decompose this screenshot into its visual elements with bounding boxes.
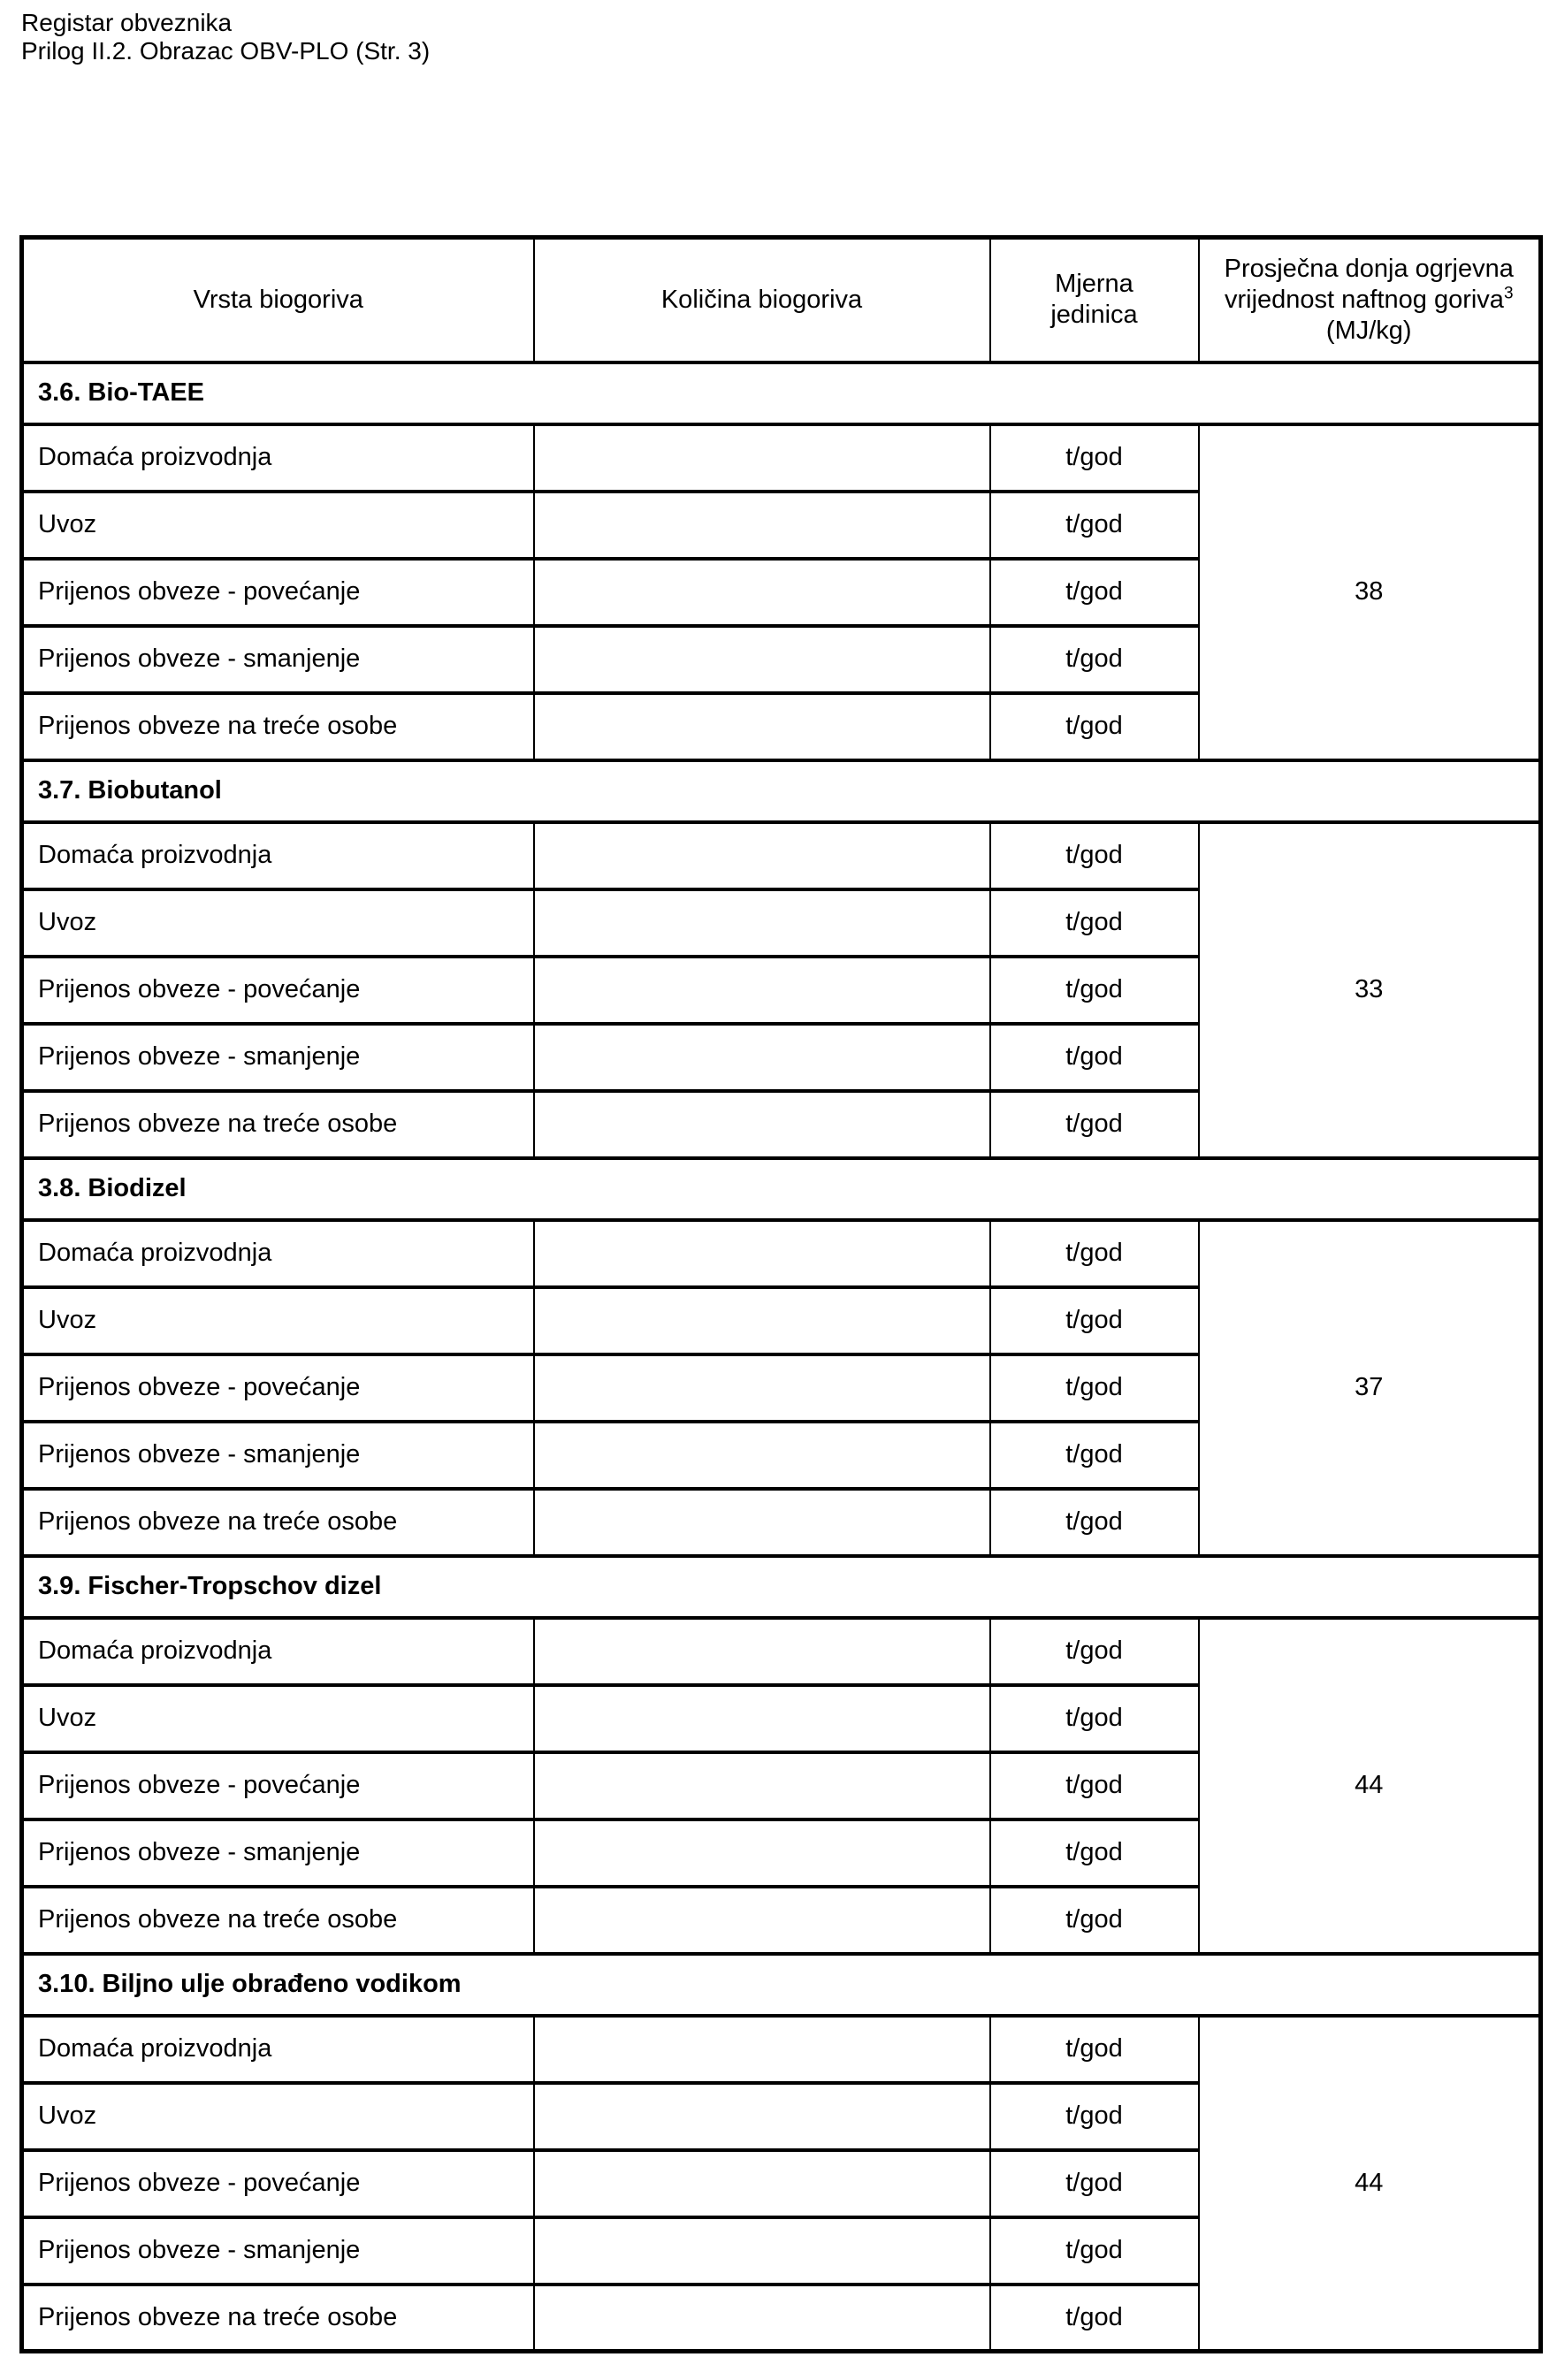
row-label-cell: Prijenos obveze - povećanje — [22, 559, 534, 626]
section-title: 3.7. Biobutanol — [22, 760, 1541, 822]
row-label-cell: Prijenos obveze na treće osobe — [22, 1489, 534, 1556]
unit-cell: t/god — [990, 1287, 1199, 1354]
quantity-cell — [534, 1887, 990, 1954]
column-header-ogrjevna-vrijednost: Prosječna donja ogrjevna vrijednost naftnog goriva$^3$ (MJ/kg) — [1199, 238, 1541, 362]
unit-cell: t/god — [990, 492, 1199, 559]
unit-cell: t/god — [990, 693, 1199, 760]
quantity-cell — [534, 626, 990, 693]
row-label-cell: Prijenos obveze - smanjenje — [22, 626, 534, 693]
quantity-cell — [534, 1685, 990, 1752]
column-header-mjerna-jedinica: Mjerna jedinica — [990, 238, 1199, 362]
section-row — [22, 1556, 1541, 1618]
quantity-cell — [534, 2016, 990, 2083]
row-label-cell: Prijenos obveze - povećanje — [22, 2150, 534, 2217]
heating-value-cell: 38 — [1199, 424, 1541, 760]
row-label-cell: Prijenos obveze na treće osobe — [22, 693, 534, 760]
unit-cell: t/god — [990, 1091, 1199, 1158]
quantity-cell — [534, 1618, 990, 1685]
row-label-cell: Domaća proizvodnja — [22, 822, 534, 889]
quantity-cell — [534, 1024, 990, 1091]
document-title-line2: Prilog II.2. Obrazac OBV-PLO (Str. 3) — [21, 37, 431, 65]
row-label-cell: Prijenos obveze - smanjenje — [22, 1422, 534, 1489]
row-label-cell: Uvoz — [22, 1685, 534, 1752]
row-label-cell: Prijenos obveze - smanjenje — [22, 1819, 534, 1887]
quantity-cell — [534, 559, 990, 626]
quantity-cell — [534, 1354, 990, 1422]
row-label-cell: Domaća proizvodnja — [22, 1618, 534, 1685]
row-label-cell: Prijenos obveze - povećanje — [22, 1354, 534, 1422]
footnote-ref-3: 3 — [1503, 284, 1514, 303]
unit-cell: t/god — [990, 1752, 1199, 1819]
unit-cell: t/god — [990, 2285, 1199, 2352]
heating-value-cell: 44 — [1199, 1618, 1541, 1954]
row-label-cell: Domaća proizvodnja — [22, 1220, 534, 1287]
section-title: 3.9. Fischer-Tropschov dizel — [22, 1556, 1541, 1618]
row-label-cell: Prijenos obveze na treće osobe — [22, 1091, 534, 1158]
table-row — [22, 2016, 1541, 2083]
quantity-cell — [534, 889, 990, 957]
heating-value-cell: 44 — [1199, 2016, 1541, 2352]
unit-cell: t/god — [990, 1887, 1199, 1954]
row-label-cell: Uvoz — [22, 889, 534, 957]
section-title: 3.6. Bio-TAEE — [22, 362, 1541, 424]
row-label-cell: Uvoz — [22, 1287, 534, 1354]
unit-cell: t/god — [990, 957, 1199, 1024]
quantity-cell — [534, 1287, 990, 1354]
unit-cell: t/god — [990, 822, 1199, 889]
unit-cell: t/god — [990, 2083, 1199, 2150]
quantity-cell — [534, 1422, 990, 1489]
quantity-cell — [534, 424, 990, 492]
column-header-kolicina: Količina biogoriva — [534, 238, 990, 362]
unit-cell: t/god — [990, 1685, 1199, 1752]
quantity-cell — [534, 492, 990, 559]
quantity-cell — [534, 957, 990, 1024]
unit-cell: t/god — [990, 1819, 1199, 1887]
unit-cell: t/god — [990, 889, 1199, 957]
row-label-cell: Prijenos obveze na treće osobe — [22, 2285, 534, 2352]
unit-cell: t/god — [990, 626, 1199, 693]
document-title-line1: Registar obveznika — [21, 9, 233, 36]
quantity-cell — [534, 2217, 990, 2285]
heating-value-cell: 33 — [1199, 822, 1541, 1158]
quantity-cell — [534, 693, 990, 760]
quantity-cell — [534, 2285, 990, 2352]
row-label-cell: Uvoz — [22, 492, 534, 559]
section-title: 3.10. Biljno ulje obrađeno vodikom — [22, 1954, 1541, 2016]
row-label-cell: Domaća proizvodnja — [22, 2016, 534, 2083]
table-row — [22, 822, 1541, 889]
table-row — [22, 1618, 1541, 1685]
biofuel-form-table — [19, 235, 1543, 2353]
unit-cell: t/god — [990, 2150, 1199, 2217]
column-header-vrsta: Vrsta biogoriva — [22, 238, 534, 362]
unit-cell: t/god — [990, 424, 1199, 492]
row-label-cell: Prijenos obveze - povećanje — [22, 957, 534, 1024]
quantity-cell — [534, 1489, 990, 1556]
row-label-cell: Domaća proizvodnja — [22, 424, 534, 492]
unit-cell: t/god — [990, 1422, 1199, 1489]
quantity-cell — [534, 1752, 990, 1819]
section-row — [22, 760, 1541, 822]
unit-cell: t/god — [990, 1489, 1199, 1556]
section-row — [22, 1158, 1541, 1220]
document-header — [21, 9, 430, 65]
row-label-cell: Prijenos obveze na treće osobe — [22, 1887, 534, 1954]
quantity-cell — [534, 2083, 990, 2150]
unit-cell: t/god — [990, 2217, 1199, 2285]
unit-cell: t/god — [990, 559, 1199, 626]
unit-cell: t/god — [990, 1354, 1199, 1422]
column-header-unit-mjkg: (MJ/kg) — [1325, 316, 1412, 345]
section-row — [22, 362, 1541, 424]
quantity-cell — [534, 2150, 990, 2217]
column-header-row — [22, 238, 1541, 362]
row-label-cell: Prijenos obveze - smanjenje — [22, 1024, 534, 1091]
quantity-cell — [534, 1819, 990, 1887]
section-title: 3.8. Biodizel — [22, 1158, 1541, 1220]
quantity-cell — [534, 1220, 990, 1287]
heating-value-cell: 37 — [1199, 1220, 1541, 1556]
unit-cell: t/god — [990, 1618, 1199, 1685]
row-label-cell: Prijenos obveze - smanjenje — [22, 2217, 534, 2285]
table-row — [22, 1220, 1541, 1287]
unit-cell: t/god — [990, 1024, 1199, 1091]
row-label-cell: Prijenos obveze - povećanje — [22, 1752, 534, 1819]
unit-cell: t/god — [990, 1220, 1199, 1287]
quantity-cell — [534, 1091, 990, 1158]
quantity-cell — [534, 822, 990, 889]
table-row — [22, 424, 1541, 492]
row-label-cell: Uvoz — [22, 2083, 534, 2150]
unit-cell: t/god — [990, 2016, 1199, 2083]
section-row — [22, 1954, 1541, 2016]
